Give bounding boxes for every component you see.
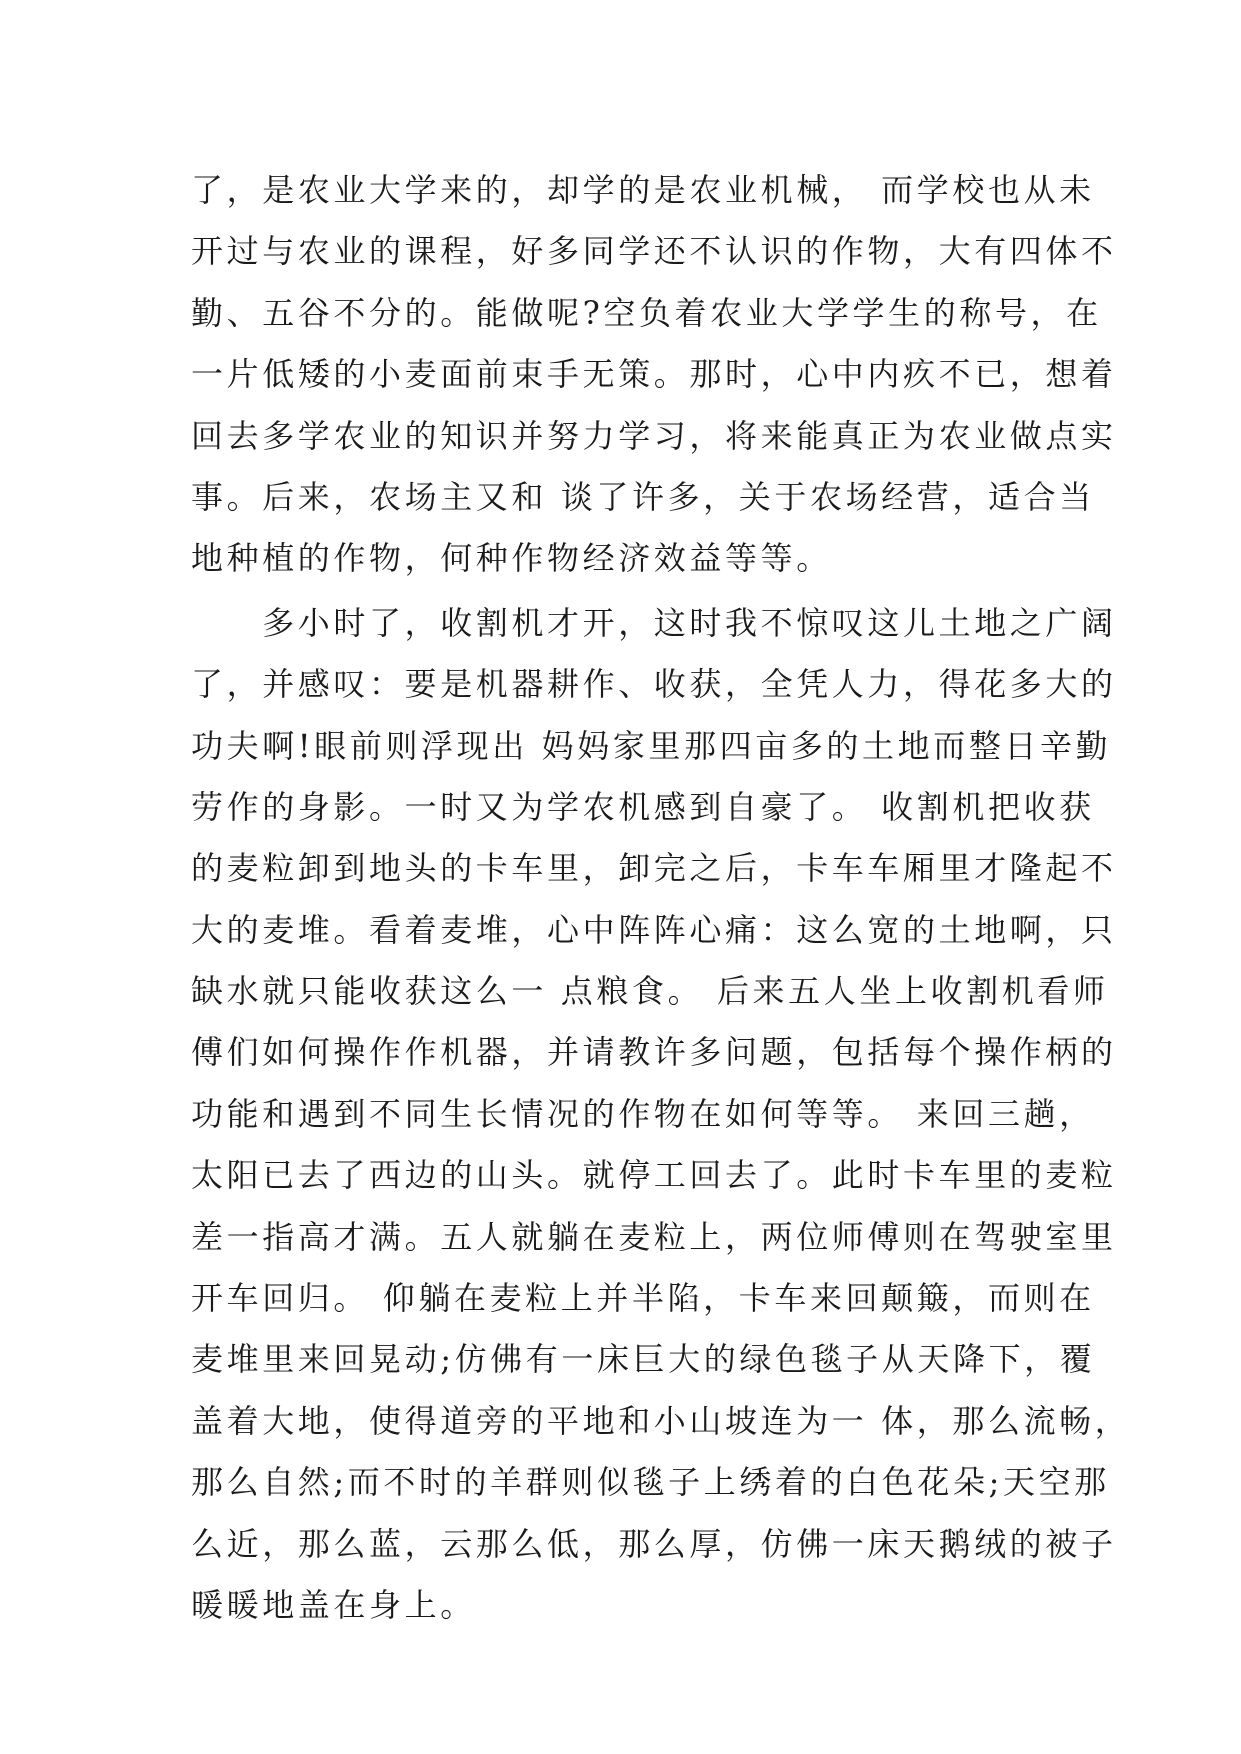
paragraph-2 <box>191 593 1131 1637</box>
paragraph-1 <box>191 160 1117 590</box>
text-line: 缺水就只能收获这么一 点粮食。 后来五人坐上收割机看师 <box>191 972 1109 1011</box>
text-line: 功能和遇到不同生长情况的作物在如何等等。 来回三趟， <box>191 1094 1095 1133</box>
text-line: 开过与农业的课程，好多同学还不认识的作物，大有四体不 <box>191 232 1117 271</box>
text-line: 盖着大地，使得道旁的平地和小山坡连为一 体，那么流畅， <box>191 1401 1131 1440</box>
text-line: 勤、五谷不分的。能做呢?空负着农业大学学生的称号，在 <box>191 293 1102 332</box>
text-line: 多小时了，收割机才开，这时我不惊叹这儿土地之广阔 <box>191 603 1117 642</box>
text-line: 么近，那么蓝，云那么低，那么厚，仿佛一床天鹅绒的被子 <box>191 1524 1117 1563</box>
text-line: 傅们如何操作作机器，并请教许多问题，包括每个操作柄的 <box>191 1033 1117 1072</box>
text-line: 事。后来，农场主又和 谈了许多，关于农场经营，适合当 <box>191 477 1095 516</box>
text-line: 的麦粒卸到地头的卡车里，卸完之后，卡车车厢里才隆起不 <box>191 849 1117 888</box>
text-line: 差一指高才满。五人就躺在麦粒上，两位师傅则在驾驶室里 <box>191 1217 1117 1256</box>
text-line: 暖暖地盖在身上。 <box>191 1585 476 1624</box>
text-line: 地种植的作物，何种作物经济效益等等。 <box>191 539 832 578</box>
text-line: 一片低矮的小麦面前束手无策。那时，心中内疚不已，想着 <box>191 355 1117 394</box>
text-line: 开车回归。 仰躺在麦粒上并半陷，卡车来回颠簸，而则在 <box>191 1279 1095 1318</box>
text-line: 功夫啊!眼前则浮现出 妈妈家里那四亩多的土地而整日辛勤 <box>191 726 1112 765</box>
text-line: 劳作的身影。一时又为学农机感到自豪了。 收割机把收获 <box>191 787 1095 826</box>
text-line: 大的麦堆。看着麦堆，心中阵阵心痛：这么宽的土地啊，只 <box>191 910 1117 949</box>
text-line: 太阳已去了西边的山头。就停工回去了。此时卡车里的麦粒 <box>191 1156 1117 1195</box>
body-text <box>191 160 1131 1636</box>
text-line: 那么自然;而不时的羊群则似毯子上绣着的白色花朵;天空那 <box>191 1463 1110 1502</box>
text-line: 了，是农业大学来的，却学的是农业机械， 而学校也从未 <box>191 171 1095 209</box>
text-line: 麦堆里来回晃动;仿佛有一床巨大的绿色毯子从天降下，覆 <box>191 1340 1096 1379</box>
text-line: 回去多学农业的知识并努力学习，将来能真正为农业做点实 <box>191 416 1117 455</box>
text-line: 了，并感叹：要是机器耕作、收获，全凭人力，得花多大的 <box>191 665 1117 704</box>
